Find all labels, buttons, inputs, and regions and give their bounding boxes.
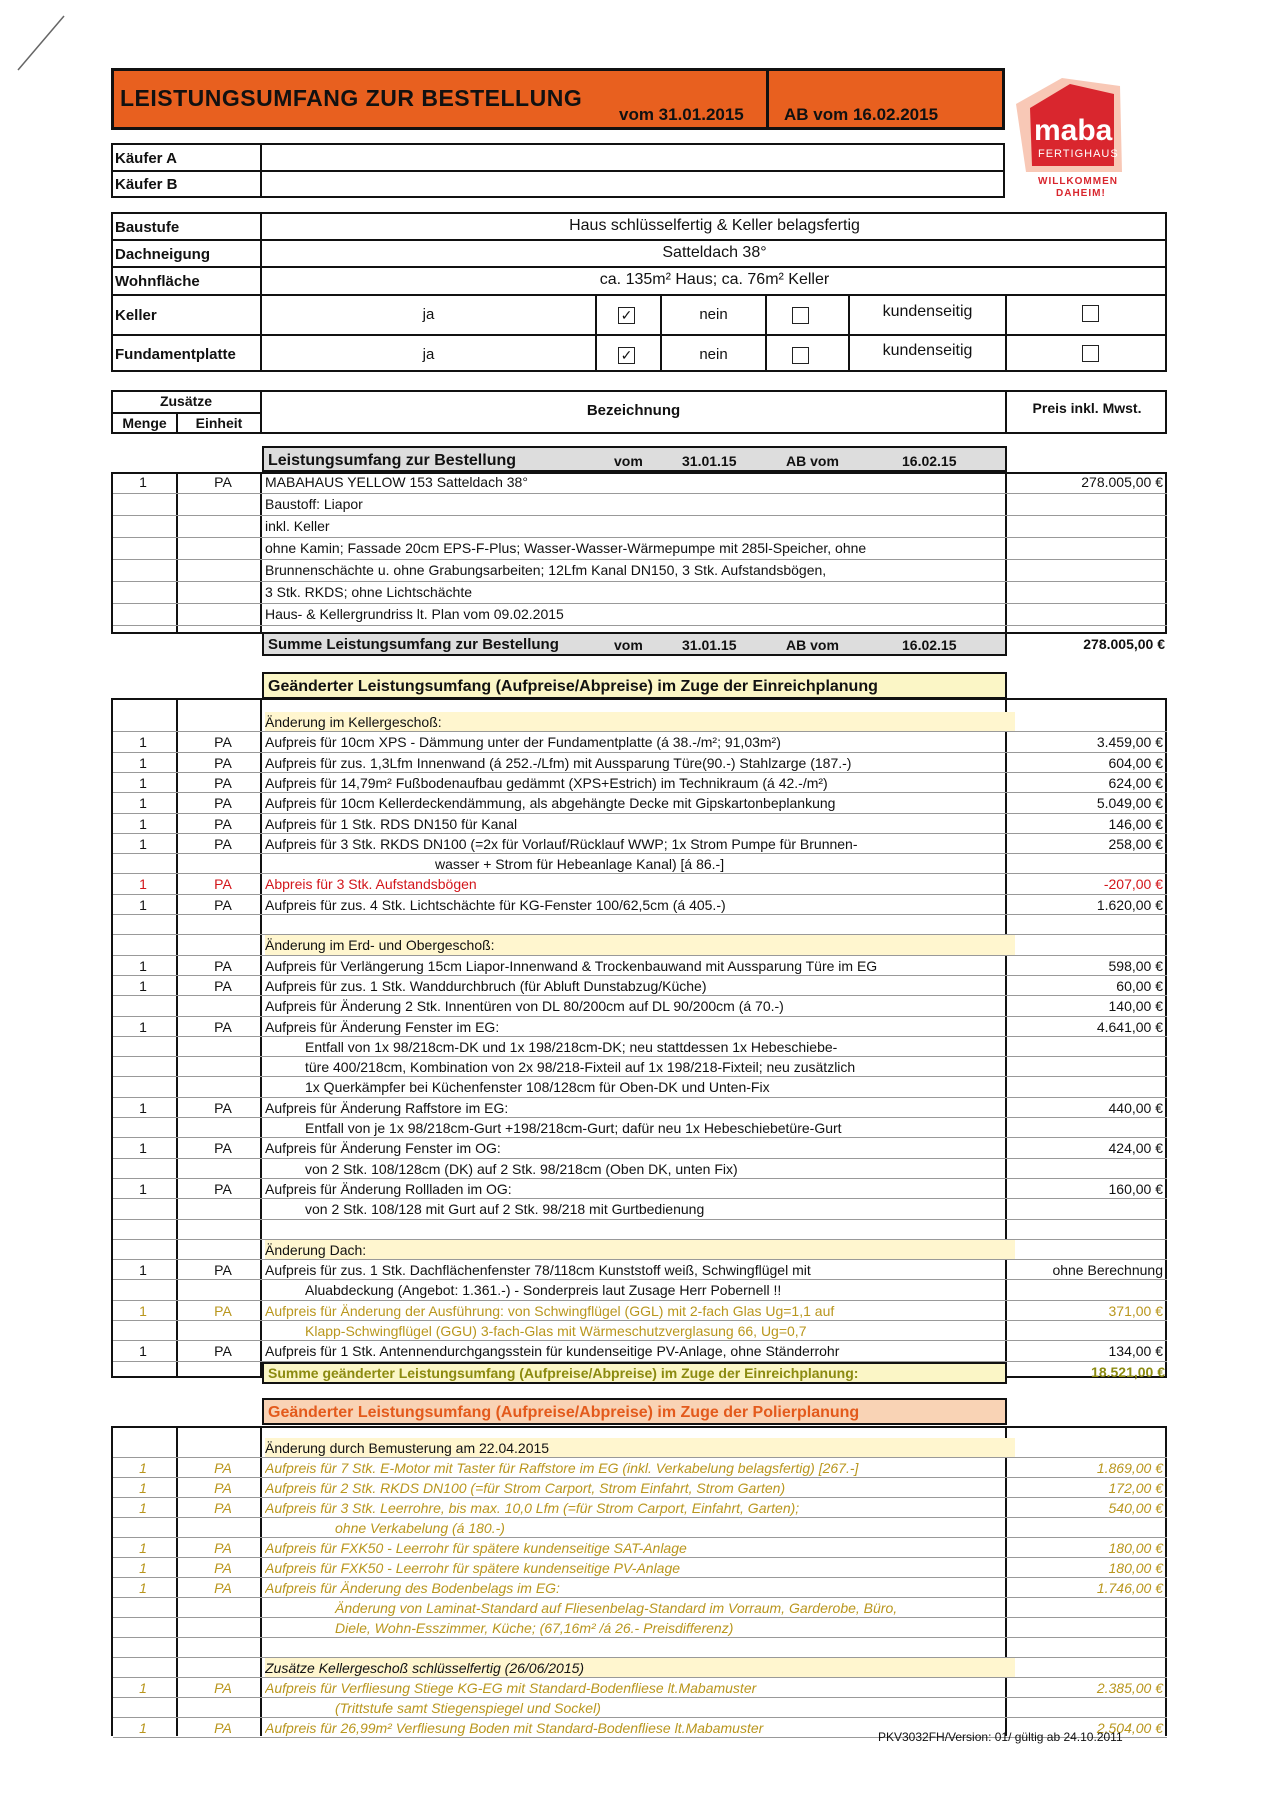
fund-nein-label: nein bbox=[699, 346, 728, 363]
description-cell: Entfall von je 1x 98/218cm-Gurt +198/218cm-Gurt; dafür neu 1x Hebeschiebetüre-Gurt bbox=[305, 1120, 842, 1136]
table-row bbox=[113, 1280, 1167, 1300]
einheit-cell: PA bbox=[214, 795, 232, 812]
price-cell: 4.641,00 € bbox=[1096, 1018, 1163, 1035]
fund-ja-checkbox[interactable]: ✓ bbox=[618, 347, 635, 364]
section1-title: Leistungsumfang zur Bestellung bbox=[268, 452, 517, 469]
title-divider bbox=[766, 71, 769, 127]
description-cell: türe 400/218cm, Kombination von 2x 98/218-Fixteil auf 1x 198/218-Fixteil; neu zusätzlich bbox=[305, 1059, 856, 1076]
menge-cell: 1 bbox=[139, 815, 147, 832]
description-cell: Brunnenschächte u. ohne Grabungsarbeiten; 12Lfm Kanal DN150, 3 Stk. Aufstandsbögen, bbox=[265, 562, 827, 578]
menge-cell: 1 bbox=[139, 1018, 147, 1035]
price-cell: ohne Berechnung bbox=[1052, 1262, 1163, 1279]
description-cell: Aufpreis für Änderung Rollladen im OG: bbox=[265, 1180, 512, 1197]
keller-kundenseitig-checkbox[interactable] bbox=[1082, 305, 1099, 322]
order-date: vom 31.01.2015 bbox=[619, 105, 744, 124]
description-cell: Aufpreis für Verlängerung 15cm Liapor-Innenwand & Trockenbauwand mit Aussparung Türe im EG bbox=[265, 957, 878, 974]
table-row bbox=[113, 1518, 1167, 1538]
table-row bbox=[113, 732, 1167, 752]
ab-date: AB vom 16.02.2015 bbox=[784, 105, 939, 124]
einheit-cell: PA bbox=[214, 1580, 232, 1596]
description-cell: Klapp-Schwingflügel (GGU) 3-fach-Glas mit Wärmeschutzverglasung 66, Ug=0,7 bbox=[305, 1323, 807, 1339]
description-cell: ohne Verkabelung (á 180.-) bbox=[335, 1520, 505, 1536]
logo-name: maba bbox=[1034, 114, 1113, 147]
description-cell: inkl. Keller bbox=[265, 518, 330, 534]
table-row bbox=[113, 1159, 1167, 1179]
price-cell: 2.385,00 € bbox=[1096, 1680, 1163, 1696]
table-row bbox=[113, 874, 1167, 894]
einheit-cell: PA bbox=[214, 1560, 232, 1576]
menge-header: Menge bbox=[122, 415, 167, 431]
einheit-cell: PA bbox=[214, 774, 232, 791]
description-cell: Aluabdeckung (Angebot: 1.361.-) - Sonderpreis laut Zusage Herr Pobernell !! bbox=[305, 1282, 782, 1299]
einheit-cell: PA bbox=[214, 1720, 232, 1736]
table-row bbox=[113, 1118, 1167, 1138]
price-cell: 180,00 € bbox=[1108, 1540, 1163, 1556]
table-row bbox=[113, 773, 1167, 793]
description-cell: Aufpreis für 3 Stk. RKDS DN100 (=2x für Vorlauf/Rücklauf WWP; 1x Strom Pumpe für Brunnen- bbox=[265, 835, 858, 852]
table-row bbox=[113, 935, 1167, 955]
price-cell: 172,00 € bbox=[1108, 1480, 1163, 1496]
maba-logo bbox=[1010, 74, 1144, 204]
table-row bbox=[113, 494, 1167, 514]
table-row bbox=[113, 915, 1167, 935]
menge-cell: 1 bbox=[139, 1460, 147, 1476]
menge-cell: 1 bbox=[139, 734, 147, 751]
price-cell: 2.504,00 € bbox=[1096, 1720, 1163, 1736]
table-row bbox=[113, 753, 1167, 773]
einheit-header: Einheit bbox=[195, 415, 243, 431]
dachneigung-value: Satteldach 38° bbox=[662, 244, 767, 261]
table-row bbox=[113, 1458, 1167, 1478]
description-cell: MABAHAUS YELLOW 153 Satteldach 38° bbox=[265, 474, 528, 490]
table-row bbox=[113, 538, 1167, 558]
menge-cell: 1 bbox=[139, 754, 147, 771]
fund-ja-label: ja bbox=[422, 346, 435, 363]
description-cell: Änderung im Kellergeschoß: bbox=[265, 712, 1015, 732]
table-row bbox=[113, 1240, 1167, 1260]
einheit-cell: PA bbox=[214, 1140, 232, 1157]
price-cell: 371,00 € bbox=[1108, 1302, 1163, 1319]
table-row bbox=[113, 1199, 1167, 1219]
table-row bbox=[113, 1478, 1167, 1498]
table-row bbox=[113, 1017, 1167, 1037]
section3-title: Geänderter Leistungsumfang (Aufpreise/Abpreise) im Zuge der Polierplanung bbox=[268, 1404, 860, 1421]
menge-cell: 1 bbox=[139, 1180, 147, 1197]
description-cell: Haus- & Kellergrundriss lt. Plan vom 09.02.2015 bbox=[265, 606, 564, 622]
page-title: LEISTUNGSUMFANG ZUR BESTELLUNG bbox=[120, 85, 583, 111]
price-cell: 160,00 € bbox=[1108, 1180, 1163, 1197]
description-cell: Änderung von Laminat-Standard auf Fliesenbelag-Standard im Vorraum, Garderobe, Büro, bbox=[335, 1600, 898, 1616]
dachneigung-label: Dachneigung bbox=[115, 246, 211, 263]
table-row bbox=[113, 1301, 1167, 1321]
version-footer: PKV3032FH/Version: 01/ gültig ab 24.10.2011 bbox=[878, 1730, 1123, 1744]
einheit-cell: PA bbox=[214, 734, 232, 751]
table-row bbox=[113, 1077, 1167, 1097]
menge-cell: 1 bbox=[139, 1099, 147, 1116]
einheit-cell: PA bbox=[214, 835, 232, 852]
table-row bbox=[113, 1138, 1167, 1158]
table-row bbox=[113, 1341, 1167, 1361]
title-bar bbox=[111, 68, 1005, 130]
einheit-cell: PA bbox=[214, 1302, 232, 1319]
price-cell: 140,00 € bbox=[1108, 998, 1163, 1015]
logo-slogan-2: DAHEIM! bbox=[1056, 188, 1106, 199]
menge-cell: 1 bbox=[139, 1480, 147, 1496]
einheit-cell: PA bbox=[214, 815, 232, 832]
section2-sum-value: 18.521,00 € bbox=[1091, 1364, 1165, 1380]
zusaetze-header: Zusätze bbox=[159, 393, 213, 409]
menge-cell: 1 bbox=[139, 1540, 147, 1556]
price-cell: 258,00 € bbox=[1108, 835, 1163, 852]
menge-cell: 1 bbox=[139, 957, 147, 974]
table-row bbox=[113, 895, 1167, 915]
description-cell: Aufpreis für zus. 4 Stk. Lichtschächte für KG-Fenster 100/62,5cm (á 405.-) bbox=[265, 896, 726, 913]
price-cell: 3.459,00 € bbox=[1096, 734, 1163, 751]
price-cell: 146,00 € bbox=[1108, 815, 1163, 832]
einheit-cell: PA bbox=[214, 957, 232, 974]
table-row bbox=[113, 956, 1167, 976]
table-row bbox=[113, 1438, 1167, 1458]
table-row bbox=[113, 996, 1167, 1016]
section2-title: Geänderter Leistungsumfang (Aufpreise/Abpreise) im Zuge der Einreichplanung bbox=[268, 678, 878, 695]
price-cell: 424,00 € bbox=[1108, 1140, 1163, 1157]
keller-kundenseitig-label: kundenseitig bbox=[882, 303, 973, 320]
price-cell: 1.869,00 € bbox=[1096, 1460, 1163, 1476]
einheit-cell: PA bbox=[214, 896, 232, 913]
einheit-cell: PA bbox=[214, 1262, 232, 1279]
table-row bbox=[113, 1658, 1167, 1678]
table-row bbox=[113, 1179, 1167, 1199]
baustufe-label: Baustufe bbox=[115, 219, 180, 236]
preis-header: Preis inkl. Mwst. bbox=[1032, 400, 1142, 416]
section2-title-bar bbox=[262, 672, 1007, 699]
keller-label: Keller bbox=[115, 307, 157, 324]
fund-nein-checkbox[interactable] bbox=[792, 347, 809, 364]
einheit-cell: PA bbox=[214, 1018, 232, 1035]
price-cell: 540,00 € bbox=[1108, 1500, 1163, 1516]
description-cell: Aufpreis für zus. 1 Stk. Wanddurchbruch (für Abluft Dunstabzug/Küche) bbox=[265, 977, 707, 994]
table-row bbox=[113, 1538, 1167, 1558]
description-cell: Aufpreis für 26,99m² Verfliesung Boden mit Standard-Bodenfliese lt.Mabamuster bbox=[265, 1720, 764, 1736]
description-cell: Aufpreis für Änderung des Bodenbelags im EG: bbox=[265, 1580, 560, 1596]
fund-kundenseitig-checkbox[interactable] bbox=[1082, 345, 1099, 362]
einheit-cell: PA bbox=[214, 1480, 232, 1496]
menge-cell: 1 bbox=[139, 774, 147, 791]
menge-cell: 1 bbox=[139, 1720, 147, 1736]
description-cell: ohne Kamin; Fassade 20cm EPS-F-Plus; Wasser-Wasser-Wärmepumpe mit 285l-Speicher, ohne bbox=[265, 540, 867, 556]
price-cell: 1.746,00 € bbox=[1096, 1580, 1163, 1596]
buyer-b-label: Käufer B bbox=[115, 176, 178, 193]
einheit-cell: PA bbox=[214, 1500, 232, 1516]
menge-cell: 1 bbox=[139, 1680, 147, 1696]
description-cell: Aufpreis für Änderung Fenster im OG: bbox=[265, 1140, 501, 1157]
baustufe-value: Haus schlüsselfertig & Keller belagsfertig bbox=[569, 217, 860, 234]
price-cell: 624,00 € bbox=[1108, 774, 1163, 791]
price-cell: 440,00 € bbox=[1108, 1099, 1163, 1116]
description-cell: 3 Stk. RKDS; ohne Lichtschächte bbox=[265, 584, 472, 600]
einheit-cell: PA bbox=[214, 876, 232, 893]
price-cell: 180,00 € bbox=[1108, 1560, 1163, 1576]
description-cell: Änderung durch Bemusterung am 22.04.2015 bbox=[265, 1438, 1015, 1458]
menge-cell: 1 bbox=[139, 896, 147, 913]
menge-cell: 1 bbox=[139, 1140, 147, 1157]
table-row bbox=[113, 976, 1167, 996]
fund-kundenseitig-label: kundenseitig bbox=[882, 342, 973, 359]
table-row bbox=[113, 472, 1167, 492]
keller-ja-checkbox[interactable]: ✓ bbox=[618, 307, 635, 324]
table-row bbox=[113, 1498, 1167, 1518]
table-row bbox=[113, 834, 1167, 854]
table-row bbox=[113, 1618, 1167, 1638]
keller-ja-label: ja bbox=[422, 306, 435, 323]
bezeichnung-header: Bezeichnung bbox=[586, 402, 681, 419]
einheit-cell: PA bbox=[214, 1680, 232, 1696]
description-cell: Aufpreis für 14,79m² Fußbodenaufbau gedämmt (XPS+Estrich) im Technikraum (á 42.-/m²) bbox=[265, 774, 828, 791]
einheit-cell: PA bbox=[214, 1099, 232, 1116]
table-row bbox=[113, 1220, 1167, 1240]
einheit-cell: PA bbox=[214, 1460, 232, 1476]
table-row bbox=[113, 1057, 1167, 1077]
section1-sum-bar: Summe Leistungsumfang zur Bestellung vom 31.01.15 AB vom 16.02.15 bbox=[262, 632, 1007, 656]
table-row bbox=[113, 1321, 1167, 1341]
menge-cell: 1 bbox=[139, 795, 147, 812]
description-cell: Aufpreis für 3 Stk. Leerrohre, bis max. 10,0 Lfm (=für Strom Carport, Einfahrt, Garten); bbox=[265, 1500, 800, 1516]
menge-cell: 1 bbox=[139, 876, 147, 893]
table-row bbox=[113, 1098, 1167, 1118]
description-cell: Aufpreis für zus. 1,3Lfm Innenwand (á 252.-/Lfm) mit Aussparung Türe(90.-) Stahlzarge (187.-) bbox=[265, 754, 852, 771]
menge-cell: 1 bbox=[139, 1500, 147, 1516]
einheit-cell: PA bbox=[214, 474, 232, 490]
pen-mark bbox=[8, 12, 68, 72]
price-cell: 278.005,00 € bbox=[1081, 474, 1163, 490]
price-cell: 598,00 € bbox=[1108, 957, 1163, 974]
table-row bbox=[113, 560, 1167, 580]
description-cell: Baustoff: Liapor bbox=[265, 496, 363, 512]
table-row bbox=[113, 1678, 1167, 1698]
menge-cell: 1 bbox=[139, 1262, 147, 1279]
description-cell: Aufpreis für Verfliesung Stiege KG-EG mit Standard-Bodenfliese lt.Mabamuster bbox=[265, 1680, 757, 1696]
menge-cell: 1 bbox=[139, 1302, 147, 1319]
menge-cell: 1 bbox=[139, 474, 147, 490]
description-cell: Abpreis für 3 Stk. Aufstandsbögen bbox=[265, 876, 477, 893]
einheit-cell: PA bbox=[214, 754, 232, 771]
menge-cell: 1 bbox=[139, 835, 147, 852]
section1-sum-value: 278.005,00 € bbox=[1083, 636, 1165, 652]
description-cell: Aufpreis für 10cm XPS - Dämmung unter der Fundamentplatte (á 38.-/m²; 91,03m²) bbox=[265, 734, 781, 751]
table-row bbox=[113, 604, 1167, 624]
fundamentplatte-label: Fundamentplatte bbox=[115, 346, 236, 363]
description-cell: Aufpreis für Änderung Fenster im EG: bbox=[265, 1018, 500, 1035]
table-row bbox=[113, 814, 1167, 834]
description-cell: Aufpreis für FXK50 - Leerrohr für spätere kundenseitige PV-Anlage bbox=[265, 1560, 681, 1576]
logo-slogan-1: WILLKOMMEN bbox=[1038, 176, 1118, 187]
description-cell: wasser + Strom für Hebeanlage Kanal) [á 86.-] bbox=[435, 856, 725, 873]
table-row bbox=[113, 1698, 1167, 1718]
description-cell: (Trittstufe samt Stiegenspiegel und Sockel) bbox=[335, 1700, 601, 1716]
price-cell: 604,00 € bbox=[1108, 754, 1163, 771]
description-cell: von 2 Stk. 108/128 mit Gurt auf 2 Stk. 98/218 mit Gurtbedienung bbox=[305, 1201, 705, 1218]
logo-sub: FERTIGHAUS bbox=[1038, 148, 1119, 160]
description-cell: Aufpreis für 7 Stk. E-Motor mit Taster für Raffstore im EG (inkl. Verkabelung belagsfertig) [267.-] bbox=[265, 1460, 859, 1476]
keller-nein-checkbox[interactable] bbox=[792, 307, 809, 324]
description-cell: Aufpreis für 2 Stk. RKDS DN100 (=für Strom Carport, Strom Einfahrt, Strom Garten) bbox=[265, 1480, 786, 1496]
einheit-cell: PA bbox=[214, 977, 232, 994]
price-cell: 60,00 € bbox=[1116, 977, 1163, 994]
table-row bbox=[113, 1598, 1167, 1618]
description-cell: Aufpreis für zus. 1 Stk. Dachflächenfenster 78/118cm Kunststoff weiß, Schwingflügel mit bbox=[265, 1262, 811, 1279]
price-cell: -207,00 € bbox=[1103, 876, 1163, 893]
table-row bbox=[113, 582, 1167, 602]
description-cell: Aufpreis für 1 Stk. RDS DN150 für Kanal bbox=[265, 815, 518, 832]
table-row bbox=[113, 1558, 1167, 1578]
description-cell: Zusätze Kellergeschoß schlüsselfertig (26/06/2015) bbox=[265, 1658, 1015, 1678]
price-cell: 5.049,00 € bbox=[1096, 795, 1163, 812]
description-cell: Aufpreis für Änderung der Ausführung: von Schwingflügel (GGL) mit 2-fach Glas Ug=1,1 auf bbox=[265, 1302, 835, 1319]
table-row bbox=[113, 1260, 1167, 1280]
table-row bbox=[113, 1638, 1167, 1658]
table-row bbox=[113, 1578, 1167, 1598]
description-cell: Entfall von 1x 98/218cm-DK und 1x 198/218cm-DK; neu stattdessen 1x Hebeschiebe- bbox=[305, 1038, 838, 1055]
section1-title-bar: Leistungsumfang zur Bestellung vom 31.01.15 AB vom 16.02.15 bbox=[262, 446, 1007, 472]
description-cell: Diele, Wohn-Esszimmer, Küche; (67,16m² /á 26.- Preisdifferenz) bbox=[335, 1620, 734, 1636]
section2-sum-bar: Summe geänderter Leistungsumfang (Aufpreise/Abpreise) im Zuge der Einreichplanung: bbox=[262, 1362, 1007, 1384]
price-cell: 134,00 € bbox=[1108, 1343, 1163, 1360]
einheit-cell: PA bbox=[214, 1540, 232, 1556]
description-cell: 1x Querkämpfer bei Küchenfenster 108/128cm für Oben-DK und Unten-Fix bbox=[305, 1079, 770, 1096]
table-row bbox=[113, 1037, 1167, 1057]
section3-title-bar bbox=[262, 1398, 1007, 1425]
buyer-a-label: Käufer A bbox=[115, 150, 177, 167]
table-row bbox=[113, 516, 1167, 536]
description-cell: Aufpreis für FXK50 - Leerrohr für spätere kundenseitige SAT-Anlage bbox=[265, 1540, 687, 1556]
price-cell: 1.620,00 € bbox=[1096, 896, 1163, 913]
description-cell: Aufpreis für 1 Stk. Antennendurchgangsstein für kundenseitige PV-Anlage, ohne Ständerrohr bbox=[265, 1343, 840, 1360]
einheit-cell: PA bbox=[214, 1180, 232, 1197]
wohnflaeche-value: ca. 135m² Haus; ca. 76m² Keller bbox=[599, 271, 830, 288]
description-cell: Aufpreis für 10cm Kellerdeckendämmung, als abgehängte Decke mit Gipskartonbeplankung bbox=[265, 795, 836, 812]
description-cell: von 2 Stk. 108/128cm (DK) auf 2 Stk. 98/218cm (Oben DK, unten Fix) bbox=[305, 1160, 738, 1177]
einheit-cell: PA bbox=[214, 1343, 232, 1360]
menge-cell: 1 bbox=[139, 1560, 147, 1576]
menge-cell: 1 bbox=[139, 1343, 147, 1360]
description-cell: Aufpreis für Änderung 2 Stk. Innentüren von DL 80/200cm auf DL 90/200cm (á 70.-) bbox=[265, 998, 784, 1015]
menge-cell: 1 bbox=[139, 1580, 147, 1596]
table-row bbox=[113, 712, 1167, 732]
keller-nein-label: nein bbox=[699, 306, 728, 323]
table-row bbox=[113, 854, 1167, 874]
description-cell: Änderung im Erd- und Obergeschoß: bbox=[265, 935, 1015, 955]
menge-cell: 1 bbox=[139, 977, 147, 994]
description-cell: Änderung Dach: bbox=[265, 1240, 1015, 1260]
description-cell: Aufpreis für Änderung Raffstore im EG: bbox=[265, 1099, 509, 1116]
wohnflaeche-label: Wohnfläche bbox=[115, 273, 200, 290]
table-row bbox=[113, 793, 1167, 813]
